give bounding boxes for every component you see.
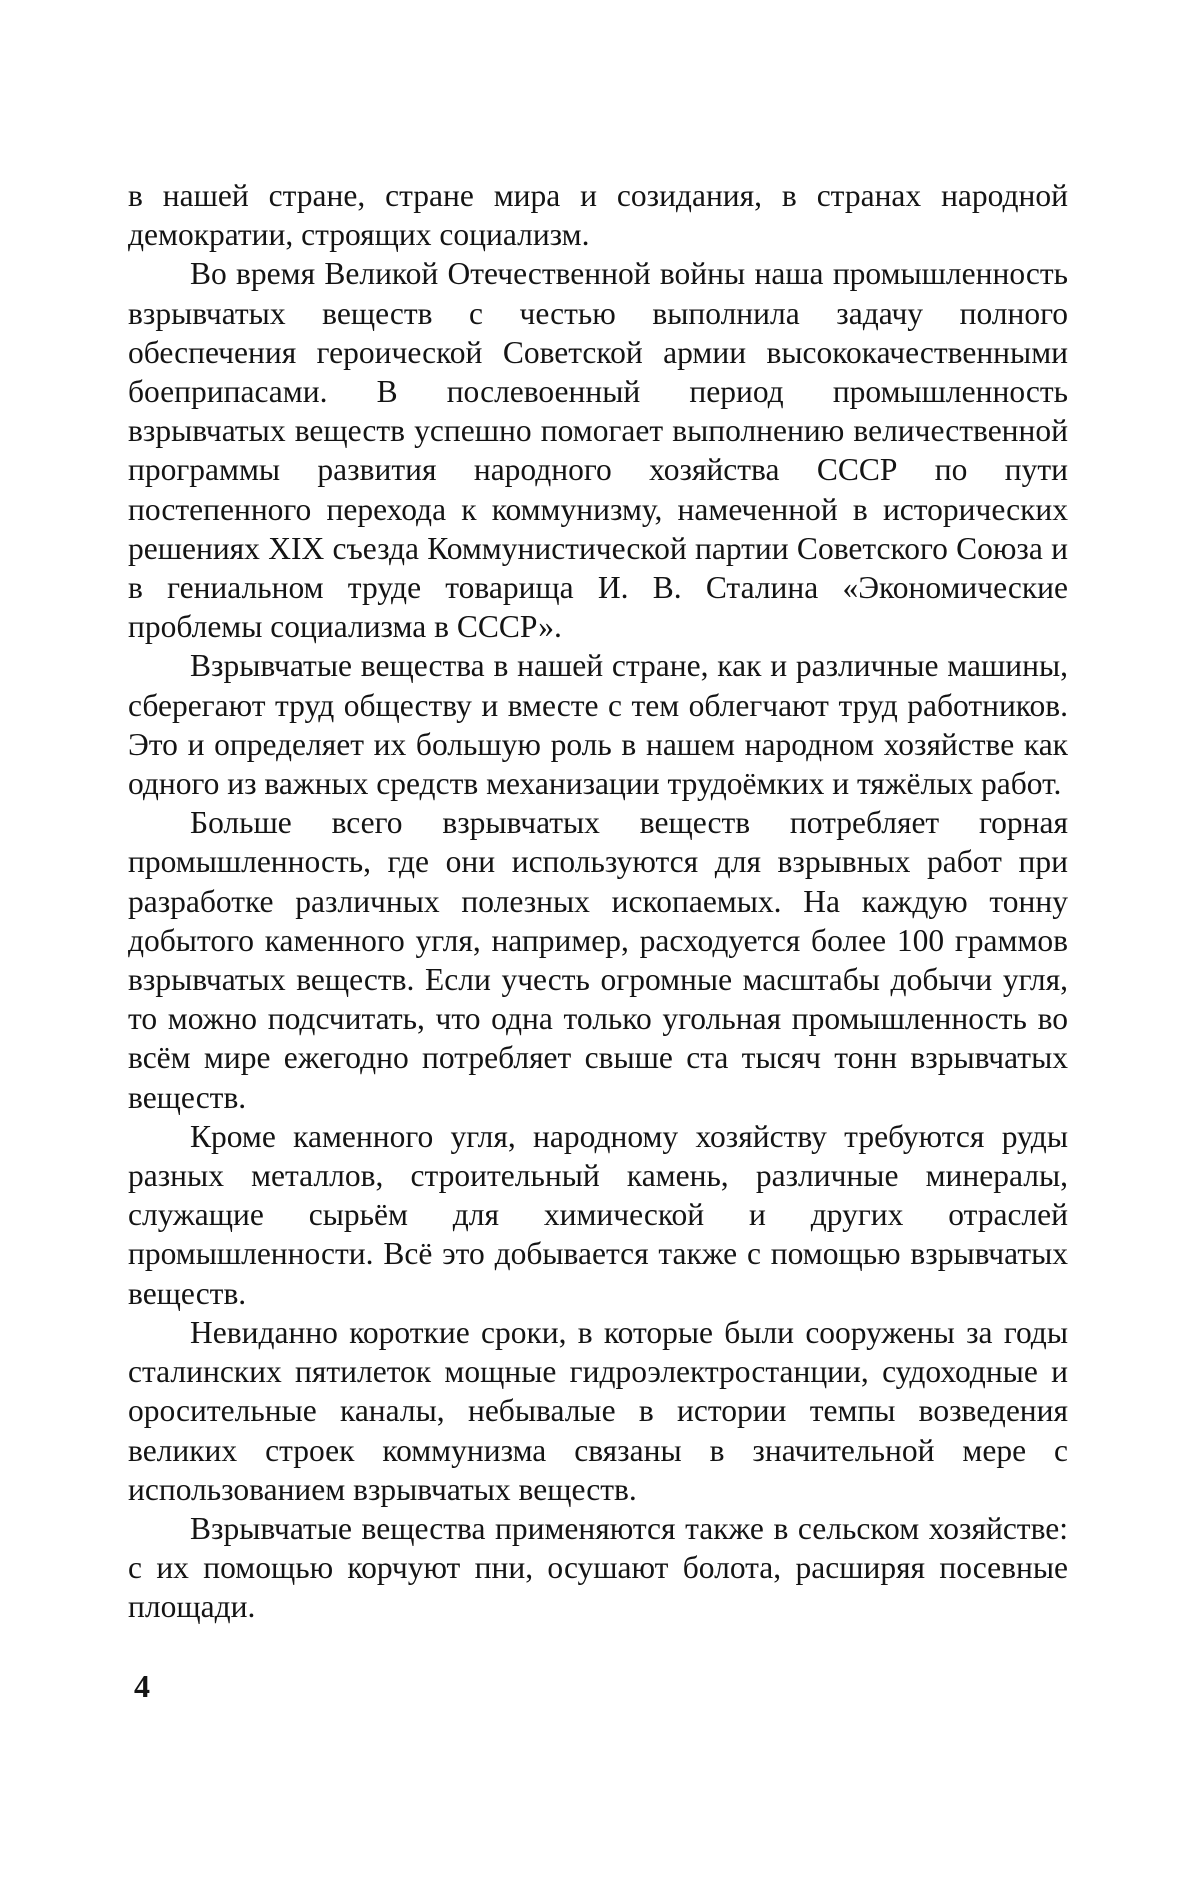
paragraph-mining: Больше всего взрывчатых веществ потребляет горная промышленность, где они используются для взрывных работ при разработке различных полезных ископаемых. На каждую тонну добытого каменного угля, например, расходуется более 100 граммов взрывчатых веществ. Если учесть огромные масштабы добычи угля, то можно подсчитать, что одна только угольная промышленность во всём мире ежегодно потребляет свыше ста тысяч тонн взрывчатых веществ.	[128, 805, 1068, 1115]
paragraph-war-industry: Во время Великой Отечественной войны наша промышленность взрывчатых веществ с честью выполнила задачу полного обеспечения героической Советской армии высококачественными боеприпасами. В послевоенный период промышленность взрывчатых веществ успешно помогает выполнению величественной программы развития народного хозяйства СССР по пути постепенного перехода к коммунизму, намеченной в исторических решениях XIX съезда Коммунистической партии Советского Союза и в гениальном труде товарища И. В. Сталина «Экономические проблемы социализма в СССР».	[128, 256, 1068, 645]
paragraph-ores-minerals: Кроме каменного угля, народному хозяйству требуются руды разных металлов, строительный камень, различные минералы, служащие сырьём для химической и других отраслей промышленности. Всё это добывается также с помощью взрывчатых веществ.	[128, 1118, 1068, 1311]
paragraph-construction: Невиданно короткие сроки, в которые были сооружены за годы сталинских пятилеток мощные гидроэлектростанции, судоходные и оросительные каналы, небывалые в истории темпы возведения великих строек коммунизма связаны в значительной мере с использованием взрывчатых веществ.	[128, 1314, 1068, 1507]
paragraph-labor-saving: Взрывчатые вещества в нашей стране, как и различные машины, сберегают труд обществу и вместе с тем облегчают труд работников. Это и определяет их большую роль в нашем народном хозяйстве как одного из важных средств механизации трудоёмких и тяжёлых работ.	[128, 648, 1068, 802]
page-number: 4	[134, 1668, 150, 1704]
paragraph-agriculture: Взрывчатые вещества применяются также в сельском хозяйстве: с их помощью корчуют пни, осушают болота, расширяя посевные площади.	[128, 1510, 1068, 1625]
body-text	[128, 176, 1068, 1627]
paragraph-continuation: в нашей стране, стране мира и созидания, в странах народной демократии, строящих социализм.	[128, 178, 1068, 253]
